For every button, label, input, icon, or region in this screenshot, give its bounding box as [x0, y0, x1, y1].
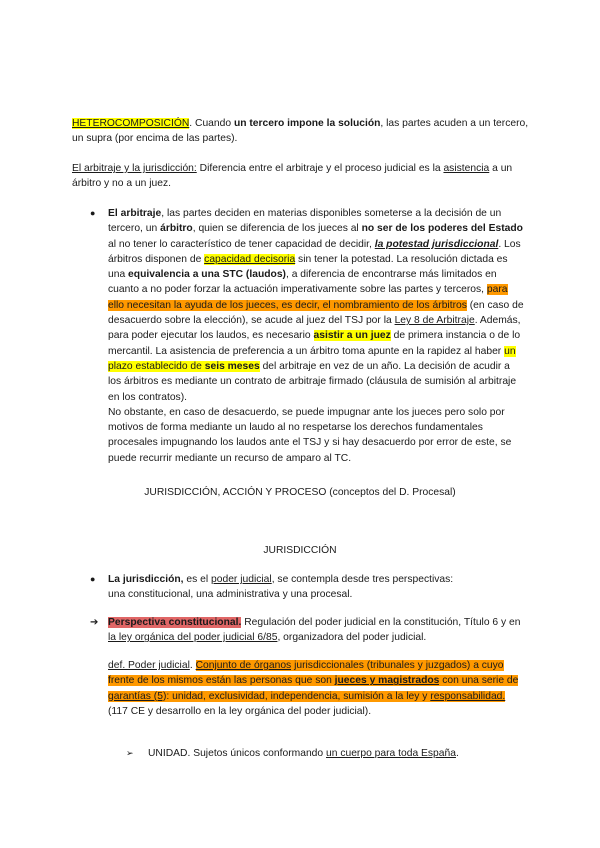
bullet-icon: ● — [90, 208, 96, 218]
heterocomposicion-term: HETEROCOMPOSICIÓN — [72, 118, 190, 129]
section-heading: JURISDICCIÓN, ACCIÓN Y PROCESO (conceptos del D. Procesal) — [144, 487, 456, 498]
heterocomposicion-paragraph: HETEROCOMPOSICIÓN. Cuando un tercero impone la solución, las partes acuden a un tercero, un supra (por encima de las partes). — [72, 118, 529, 145]
arbitraje-list-item: El arbitraje, las partes deciden en materias disponibles someterse a la decisión de un tercero, un árbitro, quien se diferencia de los jueces al no ser de los poderes del Estado al no tener lo característico de tener capacidad de decidir, la potestad jurisdiccional. Los árbitros disponen de capacidad decisoria sin tener la potestad. La resolución dictada es una equivalencia a una STC (laudos), a diferencia de encontrarse más limitados en cuanto a no poder forzar la actuación imperativamente sobre las partes y terceros, para ello necesitan la ayuda de los jueces, es decir, el nombramiento de los árbitros (en caso de desacuerdo sobre la elección), se acude al juez del TSJ por la Ley 8 de Arbitraje. Además, para poder ejecutar los laudos, es necesario asistir a un juez de primera instancia o de lo mercantil. La asistencia de preferencia a un árbitro toma apunte en la rapidez al haber un plazo establecido de seis meses del arbitraje en vez de un año. La decisión de acudir a los árbitros es mediante un contrato de arbitraje firmado (cláusula de sumisión al arbitraje en los contratos). No obstante, en caso de desacuerdo, se puede impugnar ante los jueces pero solo por motivos de forma mediante un laudo al no respetarse los derechos fundamentales procesales impugnando los laudos ante el TSJ y si hay desacuerdo por error de este, se puede recurrir mediante un recurso de amparo al TC. — [108, 208, 524, 464]
jurisdiccion-list-item: La jurisdicción, es el poder judicial, se contempla desde tres perspectivas: una constitucional, una administrativa y una procesal. — [108, 574, 454, 601]
arbitraje-jurisdiccion-paragraph: El arbitraje y la jurisdicción: Diferencia entre el arbitraje y el proceso judicial es la asistencia a un árbitro y no a un juez. — [72, 163, 513, 190]
section-heading-jurisdiccion: JURISDICCIÓN — [263, 545, 337, 556]
definicion-poder-judicial: def. Poder judicial. Conjunto de órganos jurisdiccionales (tribunales y juzgados) a cuyo frente de los mismos están las personas que son jueces y magistrados con una serie de garantías (5): unidad, exclusividad, independencia, sumisión a la ley y responsabilidad. (117 CE y desarrollo en la ley orgánica del poder judicial). — [108, 660, 519, 717]
perspectiva-constitucional-item: Perspectiva constitucional. Regulación del poder judicial en la constitución, Título 6 y en la ley orgánica del poder judicial 6/85, organizadora del poder judicial. — [108, 617, 521, 644]
bullet-icon: ● — [90, 574, 96, 584]
triangle-bullet-icon: ➢ — [126, 748, 134, 758]
arrow-right-icon: ➔ — [90, 617, 99, 628]
unidad-item: UNIDAD. Sujetos únicos conformando un cuerpo para toda España. — [148, 748, 459, 759]
